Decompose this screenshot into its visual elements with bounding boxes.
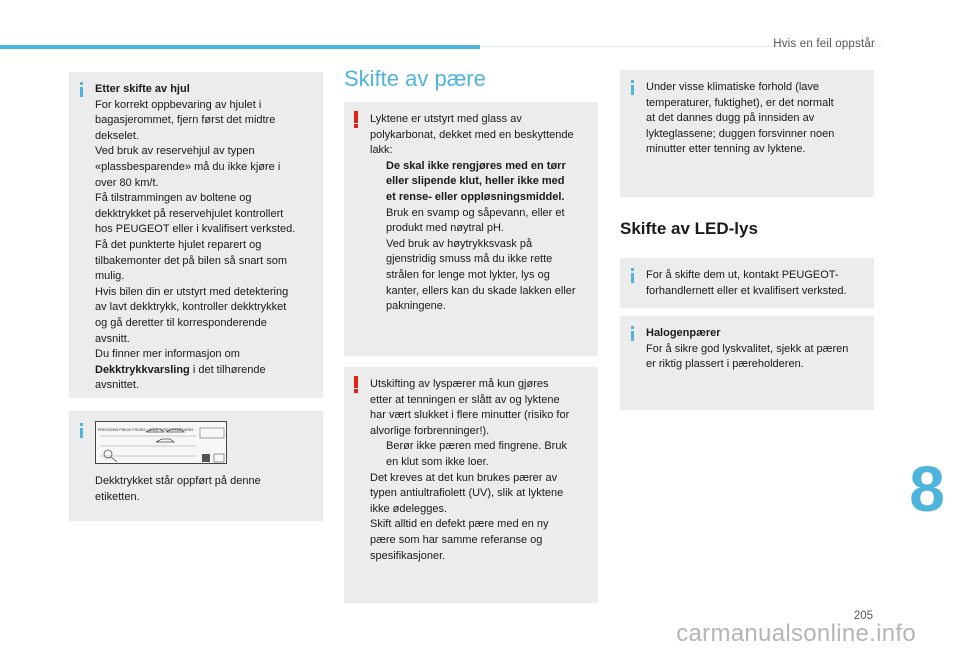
- bullet-icon: [370, 159, 386, 206]
- warning-icon: [353, 376, 359, 393]
- chapter-tab: [894, 447, 960, 531]
- list-item: Bruk en svamp og såpevann, eller et produkt med nøytral pH.: [370, 206, 588, 237]
- info-icon: [77, 423, 86, 438]
- info-icon: [77, 82, 86, 97]
- watermark: carmanualsonline.info: [676, 620, 916, 647]
- info-box-condensation: Under visse klimatiske forhold (lave temperaturer, fuktighet), er det normalt at det dannes dugg på innsiden av lykteglassene; duggen forsvinner noen minutter etter tenning av lyktene.: [620, 70, 874, 197]
- list-item: Ved bruk av høytrykksvask på gjenstridig smuss må du ikke rette strålen for lenge mot lykter, lys og kanter, ellers kan du skade lakken eller pakningene.: [370, 237, 588, 315]
- bullet-icon: [370, 237, 386, 315]
- info-icon: [628, 80, 637, 95]
- info-icon: [628, 326, 637, 341]
- chapter-number: 8: [909, 453, 945, 525]
- bullet-icon: [370, 206, 386, 237]
- page-number: 205: [853, 610, 873, 622]
- bullet-icon: [370, 439, 386, 470]
- warning-box-bulb-replacement: Utskifting av lyspærer må kun gjøres etter at tenningen er slått av og lyktene har vært slukket i flere minutter (risiko for alvorlige forbrenninger!). Berør ikke pæren med fingrene. Bruk en klut som ikke loer. Det kreves at det kun brukes pærer av typen antiultrafiolett (UV), slik at lyktene ikke ødelegges. Skift alltid en defekt pære med en ny pære som har samme referanse og spesifikasjoner.: [344, 367, 598, 603]
- info-icon: [628, 268, 637, 283]
- list-item: De skal ikke rengjøres med en tørr eller slipende klut, heller ikke med et rense- eller oppløsningsmiddel.: [370, 159, 588, 206]
- list-item: Berør ikke pæren med fingrene. Bruk en klut som ikke loer.: [370, 439, 588, 470]
- subsection-title-led: Skifte av LED-lys: [620, 219, 758, 238]
- warning-icon: [353, 111, 359, 128]
- info-box-tyre-label: PRESSIONS PNEUS FROIDS / COLD TYRES PRESSURES Dekktrykket står oppført på denne etiketten.: [69, 411, 323, 521]
- box-heading: Etter skifte av hjul: [95, 83, 190, 95]
- header-accent-bar: [0, 45, 480, 49]
- info-box-after-wheel-change: Etter skifte av hjul For korrekt oppbevaring av hjulet i bagasjerommet, fjern først det midtre dekselet. Ved bruk av reservehjul av typen «plassbesparende» må du ikke kjøre i over 80 km/t. Få tilstrammingen av boltene og dekktrykket på reservehjulet kontrollert hos PEUGEOT eller i kvalifisert verksted. Få det punkterte hjulet reparert og tilbakemonter det på bilen så snart som mulig. Hvis bilen din er utstyrt med detektering av lavt dekktrykk, kontroller dekktrykket og gå deretter til korresponderende avsnitt. Du finner mer informasjon om Dekktrykkvarsling i det tilhørende avsnittet.: [69, 72, 323, 398]
- tyre-label-diagram: [96, 422, 228, 465]
- warning-box-polycarbonate: Lyktene er utstyrt med glass av polykarbonat, dekket med en beskyttende lakk: De skal ikke rengjøres med en tørr eller slipende klut, heller ikke med et rense- eller oppløsningsmiddel. Bruk en svamp og såpevann, eller et produkt med nøytral pH. Ved bruk av høytrykksvask på gjenstridig smuss må du ikke rette strålen for lenge mot lykter, lys og kanter, ellers kan du skade lakken eller pakningene.: [344, 102, 598, 356]
- section-title-bulb-change: Skifte av pære: [344, 66, 486, 91]
- chapter-header-title: Hvis en feil oppstår: [773, 38, 875, 50]
- info-box-led-replacement: For å skifte dem ut, kontakt PEUGEOT- forhandlernett eller et kvalifisert verksted.: [620, 258, 874, 308]
- tyre-pressure-label-image: PRESSIONS PNEUS FROIDS / COLD TYRES PRESSURES: [95, 421, 227, 464]
- info-box-halogen: Halogenpærer For å sikre god lyskvalitet, sjekk at pæren er riktig plassert i pæreholderen.: [620, 316, 874, 410]
- box-heading: Halogenpærer: [646, 327, 721, 339]
